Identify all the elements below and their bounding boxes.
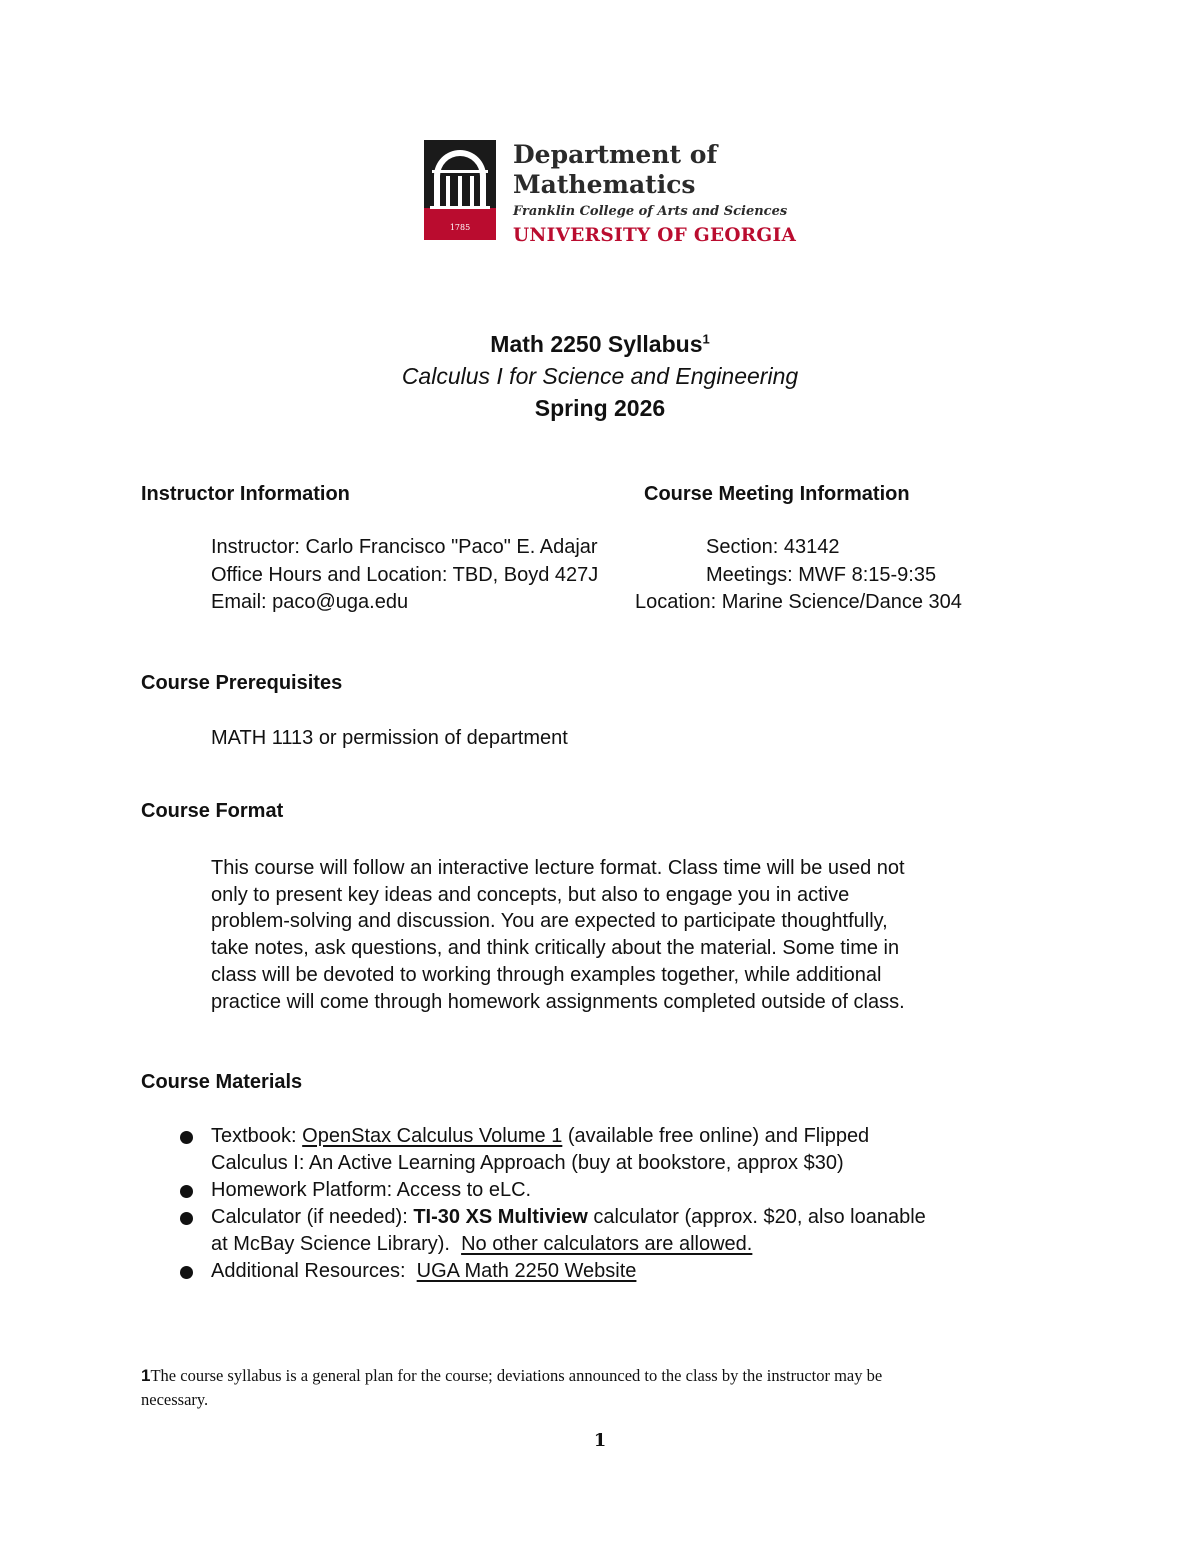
materials-list (178, 1123, 926, 1285)
instructor-name: Instructor: Carlo Francisco "Paco" E. Adajar (211, 536, 598, 558)
format-line: practice will come through homework assignments completed outside of class. (211, 990, 905, 1013)
page-title: Math 2250 Syllabus$^1$ (490, 331, 710, 357)
format-line: problem-solving and discussion. You are expected to participate thoughtfully, (211, 910, 888, 933)
list-item-resources: Additional Resources: UGA Math 2250 Website (178, 1258, 926, 1285)
section-number: Section: 43142 (706, 536, 840, 558)
calculator-model: TI-30 XS Multiview (413, 1206, 588, 1228)
svg-text:1785: 1785 (449, 223, 471, 232)
logo-dept-line1: Department of (513, 140, 718, 169)
meeting-info-heading: Course Meeting Information (644, 483, 910, 505)
title-footnote-marker[interactable]: 1 (702, 331, 710, 347)
format-paragraph (211, 855, 1041, 1015)
materials-heading: Course Materials (141, 1071, 303, 1093)
instructor-email[interactable]: Email: paco@uga.edu (211, 591, 409, 613)
bullet-icon (180, 1266, 193, 1279)
list-item-calculator-cont: at McBay Science Library). No other calculators are allowed. (211, 1233, 753, 1255)
bullet-icon (180, 1212, 193, 1225)
textbook-link[interactable]: OpenStax Calculus Volume 1 (302, 1125, 563, 1147)
term: Spring 2026 (534, 395, 666, 421)
calculator-warning: No other calculators are allowed. (461, 1233, 753, 1255)
logo-college: Franklin College of Arts and Sciences (513, 204, 788, 219)
list-item-calculator: Calculator (if needed): TI-30 XS Multiview calculator (approx. $20, also loanable (178, 1204, 926, 1231)
instructor-info-heading: Instructor Information (141, 483, 350, 505)
meeting-location: Location: Marine Science/Dance 304 (635, 591, 962, 613)
arch-emblem-icon (424, 140, 496, 240)
footnote-text: The course syllabus is a general plan for the course; deviations announced to the class by the instructor may be (150, 1366, 883, 1385)
logo-dept-line2: Mathematics (513, 170, 696, 199)
title-block (0, 328, 1200, 424)
prereq-heading: Course Prerequisites (141, 672, 343, 694)
bullet-icon (180, 1185, 193, 1198)
list-item-homework: Homework Platform: Access to eLC. (178, 1177, 926, 1204)
office-hours: Office Hours and Location: TBD, Boyd 427J (211, 564, 599, 586)
footnote-number: 1 (141, 1366, 151, 1385)
logo-university: UNIVERSITY OF GEORGIA (513, 225, 797, 246)
bullet-icon (180, 1131, 193, 1144)
math-website-link[interactable]: UGA Math 2250 Website (416, 1260, 637, 1282)
format-line: This course will follow an interactive lecture format. Class time will be used not (211, 857, 905, 879)
format-heading: Course Format (141, 800, 284, 822)
list-item-textbook-cont: Calculus I: An Active Learning Approach (buy at bookstore, approx $30) (211, 1152, 844, 1174)
format-line: take notes, ask questions, and think critically about the material. Some time in (211, 937, 900, 960)
list-item-textbook: Textbook: OpenStax Calculus Volume 1 (available free online) and Flipped (178, 1123, 926, 1150)
footnote-text-cont: necessary. (141, 1390, 209, 1409)
meeting-times: Meetings: MWF 8:15-9:35 (706, 564, 937, 586)
logo-wordmark (513, 140, 796, 246)
format-line: only to present key ideas and concepts, but also to engage you in active (211, 883, 850, 906)
course-subtitle: Calculus I for Science and Engineering (401, 363, 799, 389)
department-logo (424, 140, 796, 244)
prereq-text: MATH 1113 or permission of department (211, 727, 568, 749)
format-line: class will be devoted to working through examples together, while additional (211, 963, 882, 986)
page-number: 1 (593, 1430, 607, 1451)
footnote (141, 1364, 1041, 1412)
